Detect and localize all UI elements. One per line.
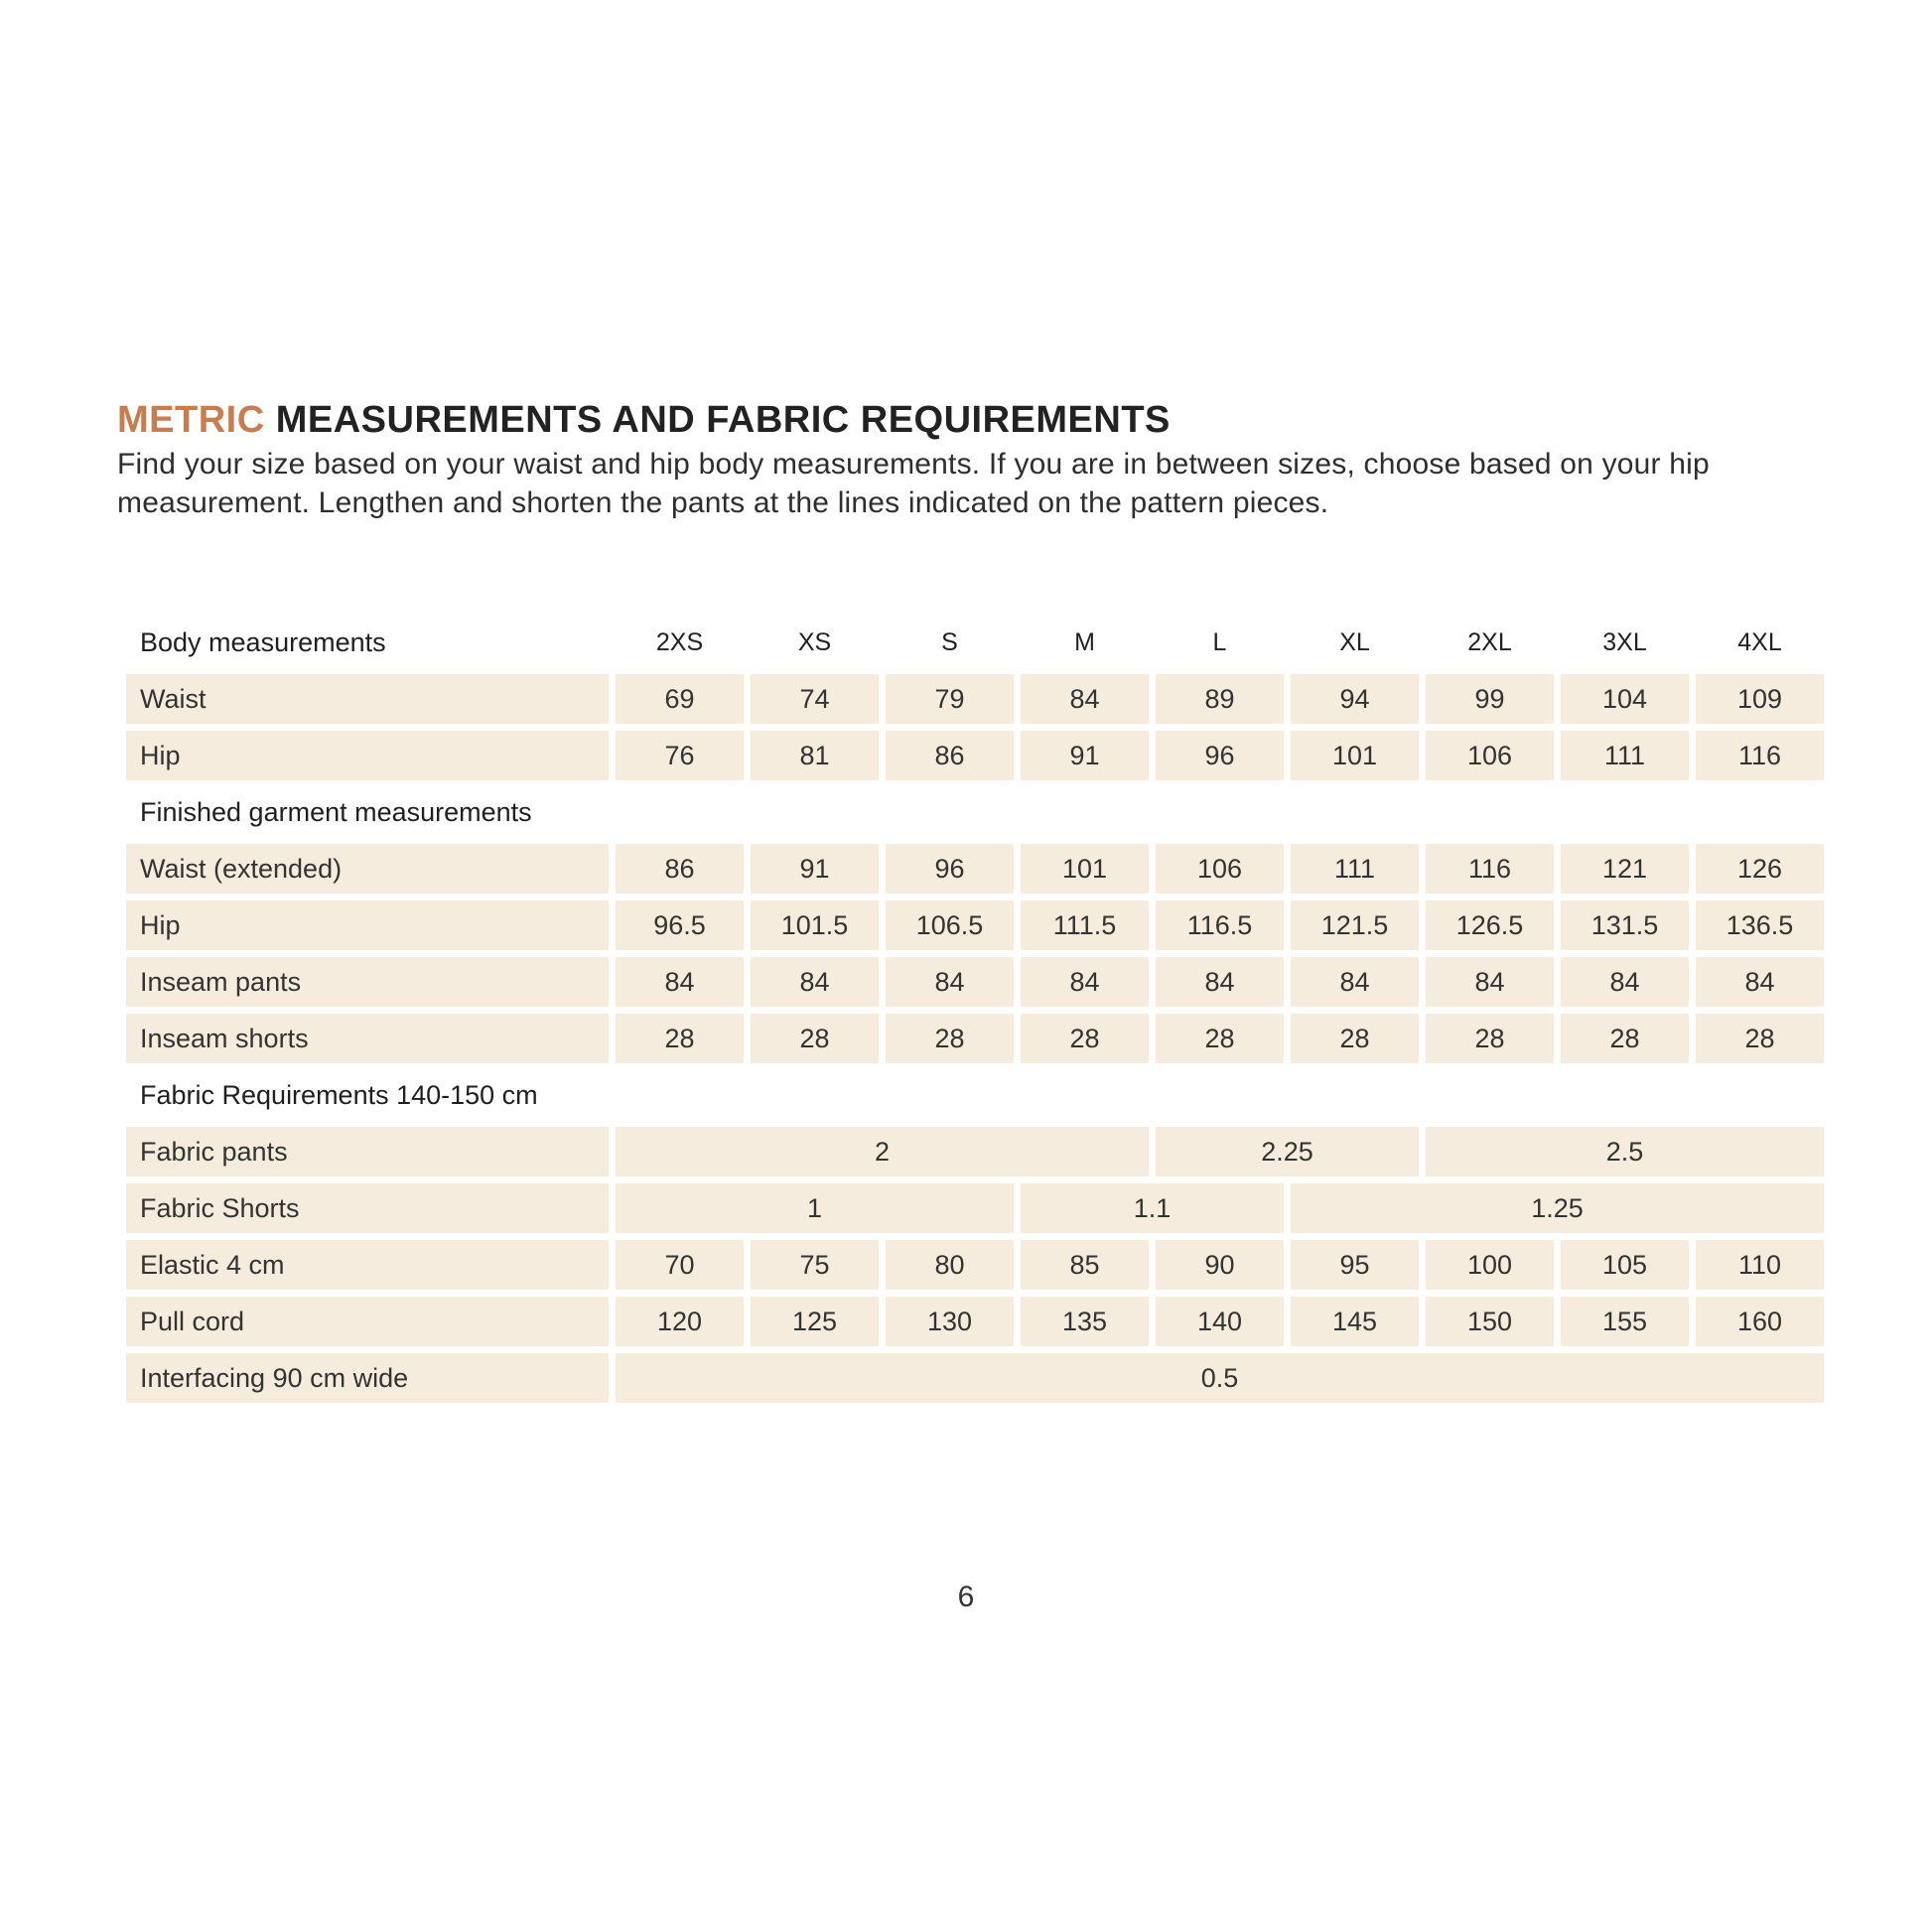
page-title — [117, 399, 1171, 442]
table-cell: 1 — [616, 1183, 1014, 1233]
size-header: M — [1074, 627, 1095, 656]
table-row-inseam-pants — [126, 957, 1824, 1007]
table-cell: 1.25 — [1291, 1183, 1824, 1233]
size-header: 4XL — [1737, 627, 1782, 656]
table-cell: 116.5 — [1156, 900, 1284, 950]
section-row-fabric — [126, 1070, 1824, 1120]
table-row-inseam-shorts — [126, 1014, 1824, 1063]
table-cell: 111.5 — [1021, 900, 1149, 950]
table-cell: 126 — [1696, 844, 1824, 894]
table-cell: 74 — [751, 674, 879, 724]
table-cell: 106 — [1426, 731, 1554, 780]
table-cell: 96.5 — [616, 900, 744, 950]
table-cell: 96 — [886, 844, 1014, 894]
table-cell: 84 — [1426, 957, 1554, 1007]
size-header: XS — [797, 627, 832, 656]
table-cell: 84 — [1561, 957, 1689, 1007]
table-cell: 76 — [616, 731, 744, 780]
table-cell: 28 — [616, 1014, 744, 1063]
row-label: Elastic 4 cm — [126, 1240, 609, 1290]
table-cell: 96 — [1156, 731, 1284, 780]
table-cell: 1.1 — [1021, 1183, 1284, 1233]
table-cell: 80 — [886, 1240, 1014, 1290]
table-cell: 105 — [1561, 1240, 1689, 1290]
table-cell: 2.25 — [1156, 1127, 1419, 1176]
table-row-interfacing — [126, 1353, 1824, 1403]
table-cell: 160 — [1696, 1297, 1824, 1346]
title-accent: METRIC — [117, 399, 265, 441]
table-cell: 99 — [1426, 674, 1554, 724]
table-cell: 85 — [1021, 1240, 1149, 1290]
table-cell: 101.5 — [751, 900, 879, 950]
intro-line-2: measurement. Lengthen and shorten the pants at the lines indicated on the pattern pieces. — [117, 486, 1329, 519]
table-cell: 110 — [1696, 1240, 1824, 1290]
row-label: Waist (extended) — [126, 844, 609, 894]
table-cell: 140 — [1156, 1297, 1284, 1346]
table-cell: 28 — [886, 1014, 1014, 1063]
table-cell: 90 — [1156, 1240, 1284, 1290]
table-cell: 28 — [1021, 1014, 1149, 1063]
row-label: Interfacing 90 cm wide — [126, 1353, 609, 1403]
table-cell: 126.5 — [1426, 900, 1554, 950]
table-cell: 136.5 — [1696, 900, 1824, 950]
table-cell: 111 — [1291, 844, 1419, 894]
table-cell: 131.5 — [1561, 900, 1689, 950]
table-cell: 86 — [616, 844, 744, 894]
intro-line-1: Find your size based on your waist and hip body measurements. If you are in between sizes, choose based on your hip — [117, 448, 1710, 481]
table-cell: 2.5 — [1426, 1127, 1824, 1176]
table-row-elastic — [126, 1240, 1824, 1290]
table-row-pull-cord — [126, 1297, 1824, 1346]
table-cell: 111 — [1561, 731, 1689, 780]
table-cell: 2 — [616, 1127, 1149, 1176]
section-row-finished — [126, 787, 1824, 837]
size-header: L — [1212, 627, 1227, 656]
row-label: Waist — [126, 674, 609, 724]
table-cell: 135 — [1021, 1297, 1149, 1346]
size-header: S — [941, 627, 958, 656]
intro-text — [117, 445, 1825, 522]
row-label: Pull cord — [126, 1297, 609, 1346]
table-cell: 28 — [1696, 1014, 1824, 1063]
table-row-finished-waist — [126, 844, 1824, 894]
table-cell: 101 — [1291, 731, 1419, 780]
table-cell: 116 — [1426, 844, 1554, 894]
table-cell: 120 — [616, 1297, 744, 1346]
table-cell: 106.5 — [886, 900, 1014, 950]
table-cell: 84 — [1291, 957, 1419, 1007]
table-cell: 86 — [886, 731, 1014, 780]
row-label: Hip — [126, 731, 609, 780]
row-label: Hip — [126, 900, 609, 950]
table-cell: 84 — [751, 957, 879, 1007]
section-finished-garment-measurements: Finished garment measurements — [140, 796, 532, 827]
table-cell: 28 — [1561, 1014, 1689, 1063]
size-header: 3XL — [1602, 627, 1647, 656]
row-label: Inseam shorts — [126, 1014, 609, 1063]
section-body-measurements: Body measurements — [140, 626, 386, 657]
size-header: XL — [1339, 627, 1370, 656]
table-cell: 145 — [1291, 1297, 1419, 1346]
table-cell: 84 — [1021, 674, 1149, 724]
table-cell: 69 — [616, 674, 744, 724]
table-cell: 91 — [1021, 731, 1149, 780]
table-cell: 84 — [1696, 957, 1824, 1007]
table-cell: 104 — [1561, 674, 1689, 724]
size-header: 2XS — [655, 627, 704, 656]
table-cell: 28 — [1426, 1014, 1554, 1063]
table-cell: 109 — [1696, 674, 1824, 724]
table-cell: 106 — [1156, 844, 1284, 894]
table-row-body-hip — [126, 731, 1824, 780]
table-cell: 155 — [1561, 1297, 1689, 1346]
table-cell: 121 — [1561, 844, 1689, 894]
size-chart-table — [119, 611, 1831, 1410]
table-cell: 121.5 — [1291, 900, 1419, 950]
table-cell: 101 — [1021, 844, 1149, 894]
table-cell: 75 — [751, 1240, 879, 1290]
title-rest: MEASUREMENTS AND FABRIC REQUIREMENTS — [275, 399, 1171, 441]
table-cell: 94 — [1291, 674, 1419, 724]
table-row-finished-hip — [126, 900, 1824, 950]
table-cell: 91 — [751, 844, 879, 894]
table-cell: 84 — [886, 957, 1014, 1007]
table-cell: 100 — [1426, 1240, 1554, 1290]
table-cell: 0.5 — [616, 1353, 1824, 1403]
page-number: 6 — [957, 1581, 975, 1613]
size-header: 2XL — [1467, 627, 1512, 656]
row-label: Fabric pants — [126, 1127, 609, 1176]
table-cell: 95 — [1291, 1240, 1419, 1290]
table-cell: 28 — [1291, 1014, 1419, 1063]
row-label: Inseam pants — [126, 957, 609, 1007]
table-cell: 79 — [886, 674, 1014, 724]
table-cell: 84 — [616, 957, 744, 1007]
table-row-fabric-pants — [126, 1127, 1824, 1176]
table-cell: 70 — [616, 1240, 744, 1290]
table-cell: 84 — [1021, 957, 1149, 1007]
table-cell: 28 — [1156, 1014, 1284, 1063]
table-cell: 125 — [751, 1297, 879, 1346]
size-header-row — [126, 618, 1824, 667]
table-cell: 89 — [1156, 674, 1284, 724]
table-cell: 81 — [751, 731, 879, 780]
table-row-body-waist — [126, 674, 1824, 724]
table-cell: 130 — [886, 1297, 1014, 1346]
table-cell: 84 — [1156, 957, 1284, 1007]
section-fabric-requirements: Fabric Requirements 140-150 cm — [140, 1079, 538, 1110]
table-cell: 150 — [1426, 1297, 1554, 1346]
table-cell: 116 — [1696, 731, 1824, 780]
table-row-fabric-shorts — [126, 1183, 1824, 1233]
table-cell: 28 — [751, 1014, 879, 1063]
row-label: Fabric Shorts — [126, 1183, 609, 1233]
